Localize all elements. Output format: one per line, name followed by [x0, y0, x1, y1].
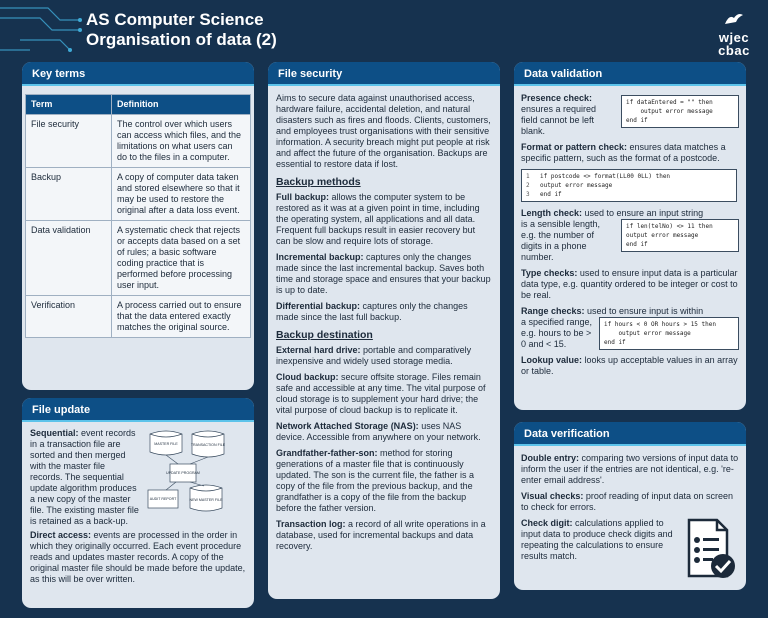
direct-access-text — [30, 530, 246, 585]
diagram-update-label: UPDATE PROGRAM — [166, 471, 200, 475]
key-terms-heading: Key terms — [22, 62, 254, 86]
file-security-intro: Aims to secure data against unauthorised access, hardware failure, accidental deletion, and natural disasters such as fires and floods. Clients, customers, and employees trust organisations with their sensitive information. A security breach might put people at risk and affect the future of the organisation. Backups are essential to restore data if lost. — [276, 93, 491, 169]
diagram-transaction-label: TRANSACTION FILE — [190, 443, 226, 447]
gfs-text — [276, 448, 492, 514]
length-code-block — [621, 219, 739, 252]
file-security-panel — [268, 62, 500, 599]
col-term-header: Term — [26, 95, 112, 115]
logo-bird-icon — [723, 12, 745, 26]
sequential-label: Sequential: — [30, 428, 79, 438]
length-check-label: Length check: — [521, 208, 583, 218]
data-verification-heading: Data verification — [514, 422, 746, 446]
external-drive-desc: portable and comparatively inexpensive and widely used storage media. — [276, 345, 472, 366]
format-code-block — [521, 169, 737, 202]
diagram-new-master-label: NEW MASTER FILE — [189, 498, 223, 502]
code-line — [526, 190, 732, 199]
table-row — [26, 115, 251, 168]
code-line: output error message — [626, 232, 699, 239]
presence-code-block — [621, 95, 739, 128]
double-entry-text — [521, 453, 739, 486]
checklist-icon — [681, 518, 739, 580]
term-cell: File security — [26, 115, 112, 168]
line-number: 2 — [526, 182, 530, 189]
code-line — [526, 172, 732, 181]
length-check-text-1 — [521, 208, 739, 219]
sequential-text — [30, 428, 140, 527]
type-check-label: Type checks: — [521, 268, 578, 278]
definition-cell: A process carried out to ensure that the data entered exactly matches the original source. — [112, 296, 251, 338]
transaction-log-text — [276, 519, 492, 552]
double-entry-desc: comparing two versions of input data to inform the user if the entries are not identical, e.g. 're-enter email address'. — [521, 453, 739, 485]
logo-line-2: cbac — [718, 43, 750, 58]
code-text: if postcode <> format(LL00 0LL) then — [540, 173, 671, 180]
type-check-text — [521, 268, 739, 301]
format-check-text — [521, 142, 739, 164]
length-check-desc-1: used to ensure an input string — [582, 208, 704, 218]
incremental-backup-label: Incremental backup: — [276, 252, 364, 262]
line-number: 1 — [526, 173, 530, 180]
lookup-value-desc: looks up acceptable values in an array or table. — [521, 355, 738, 376]
lookup-value-label: Lookup value: — [521, 355, 583, 365]
code-line — [526, 181, 732, 190]
sequential-desc: event records in a transaction file are sorted and then merged with the master file records. The sequential update algorithm produces a new copy of the master file. The existing master file is retained as a back-up. — [30, 428, 139, 526]
key-terms-panel — [22, 62, 254, 390]
range-check-text-2: a specified range, e.g. hours to be > 0 and < 15. — [521, 317, 593, 349]
nas-text — [276, 421, 492, 443]
gfs-desc: method for storing generations of a master file that is continuously updated. The son is the current file, the father is a copy of the file from the previous backup, and the grandfather is a copy of the file from the backup before the father version. — [276, 448, 474, 513]
incremental-backup-desc: captures only the changes made since the last incremental backup. Saves both time and storage space and ensures that your backup is up to date. — [276, 252, 491, 295]
title-line-2: Organisation of data (2) — [86, 30, 277, 49]
range-check-label: Range checks: — [521, 306, 585, 316]
wjec-logo — [714, 12, 754, 57]
backup-destination-heading: Backup destination — [276, 329, 373, 341]
check-digit-text — [521, 518, 675, 562]
code-line: output error message — [626, 108, 713, 115]
definition-cell: A copy of computer data taken and stored elsewhere so that it may be used to restore the original after a data loss event. — [112, 168, 251, 221]
range-check-text-1 — [521, 306, 739, 317]
differential-backup-label: Differential backup: — [276, 301, 361, 311]
data-verification-panel — [514, 422, 746, 590]
line-number: 3 — [526, 191, 530, 198]
visual-checks-label: Visual checks: — [521, 491, 584, 501]
full-backup-desc: allows the computer system to be restored as it was at a given point in time, including the operating system, all applications and all data. Frequent full backups result in easier recovery but can be slow and require lots of storage. — [276, 192, 480, 246]
length-check-text-2: is a sensible length, e.g. the number of digits in a phone number. — [521, 219, 601, 262]
type-check-desc: used to ensure input data is a particular data type, e.g. quantity ordered to be integer or cost to be real. — [521, 268, 738, 300]
term-cell: Data validation — [26, 221, 112, 296]
incremental-backup-text — [276, 252, 492, 296]
table-row — [26, 221, 251, 296]
code-line: output error message — [604, 330, 691, 337]
full-backup-text — [276, 192, 492, 247]
range-check-desc-1: used to ensure input is within — [584, 306, 704, 316]
definition-cell: The control over which users can access which files, and the limitations on what users can do to the files in a computer. — [112, 115, 251, 168]
data-validation-heading: Data validation — [514, 62, 746, 86]
presence-check-desc: ensures a required field cannot be left blank. — [521, 104, 597, 136]
range-code-block — [599, 317, 739, 350]
code-line: if len(telNo) <> 11 then — [626, 223, 713, 230]
table-row — [26, 296, 251, 338]
gfs-label: Grandfather-father-son: — [276, 448, 378, 458]
code-line: if dataEntered = "" then — [626, 99, 713, 106]
code-line: if hours < 0 OR hours > 15 then — [604, 321, 716, 328]
table-row — [26, 168, 251, 221]
double-entry-label: Double entry: — [521, 453, 580, 463]
term-cell: Backup — [26, 168, 112, 221]
lookup-value-text — [521, 355, 739, 377]
format-check-label: Format or pattern check: — [521, 142, 628, 152]
external-drive-text — [276, 345, 492, 367]
code-line: end if — [604, 339, 626, 346]
check-digit-desc: calculations applied to input data to produce check digits and repeating the calculations to ensure results match. — [521, 518, 673, 561]
diagram-audit-label: AUDIT REPORT — [149, 497, 177, 501]
nas-label: Network Attached Storage (NAS): — [276, 421, 419, 431]
transaction-log-desc: a record of all write operations in a database, used for incremental backups and data recovery. — [276, 519, 486, 551]
direct-access-desc: events are processed in the order in which they originally occurred. Each event procedure reads and updates master records. A copy of the original master file should be made before the update, as this will be over written. — [30, 530, 246, 584]
col-definition-header: Definition — [112, 95, 251, 115]
data-validation-panel — [514, 62, 746, 410]
title-line-1: AS Computer Science — [86, 10, 264, 29]
code-text: output error message — [540, 182, 613, 189]
code-text: end if — [540, 191, 562, 198]
term-cell: Verification — [26, 296, 112, 338]
definition-cell: A systematic check that rejects or accepts data based on a set of rules; a basic software coding practice that is performed before processing user input. — [112, 221, 251, 296]
presence-check-text — [521, 93, 615, 137]
code-line: end if — [626, 241, 648, 248]
file-update-heading: File update — [22, 398, 254, 422]
backup-methods-heading: Backup methods — [276, 176, 361, 188]
file-update-diagram — [146, 428, 246, 520]
visual-checks-desc: proof reading of input data on screen to check for errors. — [521, 491, 733, 512]
visual-checks-text — [521, 491, 739, 513]
diagram-master-label: MASTER FILE — [154, 442, 178, 446]
file-update-panel — [22, 398, 254, 608]
full-backup-label: Full backup: — [276, 192, 330, 202]
external-drive-label: External hard drive: — [276, 345, 361, 355]
check-digit-label: Check digit: — [521, 518, 573, 528]
differential-backup-desc: captures only the changes made since the last full backup. — [276, 301, 468, 322]
nas-desc: uses NAS device. Accessible from anywhere on your network. — [276, 421, 481, 442]
transaction-log-label: Transaction log: — [276, 519, 346, 529]
file-security-heading: File security — [268, 62, 500, 86]
cloud-backup-label: Cloud backup: — [276, 372, 339, 382]
logo-line-1: wjec — [718, 30, 750, 45]
cloud-backup-text — [276, 372, 492, 416]
key-terms-table — [25, 94, 251, 338]
page-header — [86, 10, 277, 50]
direct-access-label: Direct access: — [30, 530, 92, 540]
cloud-backup-desc: secure offsite storage. Files remain safe and accessible at any time. The vital purpose of cloud storage is to supplement your hard drive; the vital purpose of cloud backup is to replicate it. — [276, 372, 486, 415]
differential-backup-text — [276, 301, 492, 323]
format-check-desc: ensures data matches a specific pattern, such as the format of a postcode. — [521, 142, 726, 163]
presence-check-label: Presence check: — [521, 93, 593, 103]
code-line: end if — [626, 117, 648, 124]
table-header-row — [26, 95, 251, 115]
